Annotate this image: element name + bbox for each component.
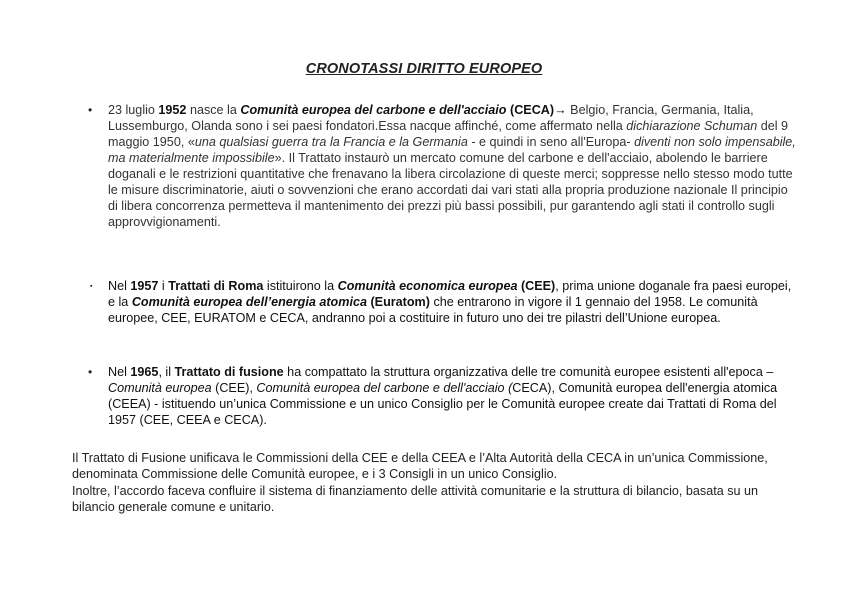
year-1965: 1965 <box>130 365 159 379</box>
euratom-name: Comunità europea dell’energia atomica <box>131 295 367 309</box>
ceca-name: Comunità europea del carbone e dell'acciaio <box>240 103 507 117</box>
quote-1: una qualsiasi guerra tra la Francia e la Germania <box>194 135 468 149</box>
treaties-of-rome: Trattati di Roma <box>168 279 264 293</box>
year-1952: 1952 <box>158 103 187 117</box>
text: ha compattato la struttura organizzativa delle tre comunità europee esistenti all'epoca – <box>283 365 774 379</box>
text: nasce la <box>186 103 241 117</box>
ceca-acronym: (CECA) <box>510 103 555 117</box>
cee-acronym: (CEE) <box>520 279 556 293</box>
schuman-declaration: dichiarazione Schuman <box>626 119 758 133</box>
cee-name: Comunità economica europea <box>337 279 518 293</box>
text: ». Il Trattato instaurò un mercato comune del carbone e dell'acciaio, abolendo le barriere doganali e le restrizioni quantitative che frenavano la libera circolazione di queste merci; soppresse nello stesso modo tutte le misure discriminatorie, aiuti o sovvenzioni che erano accordati dai vari stati alla propria produzione nazionale Il principio di libera concorrenza permetteva il mantenimento dei prezzi più bassi possibili, pur garantendo agli stati il controllo sugli approvvigionamenti. <box>108 151 793 229</box>
closing-line-1: Il Trattato di Fusione unificava le Commissioni della CEE e della CEEA e l’Alta Autorità della CECA in un’unica Commissione, denominata Commissione delle Comunità europee, e i 3 Consigli in un unico Consiglio. <box>72 451 768 482</box>
text: Belgio, Francia, Germania, Italia, Lussemburgo, Olanda sono i sei paesi fondatori.Essa nacque affinché, come affermato nella <box>108 103 754 133</box>
bullet-2: ▪ <box>90 283 93 290</box>
quote-2: diventi non solo impensabile, ma materialmente impossibile <box>108 135 796 165</box>
merger-treaty: Trattato di fusione <box>174 365 284 379</box>
year-1957: 1957 <box>130 279 159 293</box>
comunita-europea: Comunità europea <box>108 381 212 395</box>
text: istituirono la <box>263 279 338 293</box>
text: , il <box>158 365 175 379</box>
text: CECA), Comunità europea dell'energia atomica (CEEA) - istituendo un’unica Commissione e un unico Consiglio per le Comunità europee create dai Trattati di Roma del 1957 (CEE, CEEA e CECA). <box>108 381 778 427</box>
arrow-icon: → <box>554 103 567 117</box>
closing-line-2: Inoltre, l’accordo faceva confluire il sistema di finanziamento delle attività comunitarie e la struttura di bilancio, basata su un bilancio generale comune e unitario. <box>72 483 759 514</box>
list-item-1952 <box>108 102 798 230</box>
text: che entrarono in vigore il 1 gennaio del 1958. Le comunità europee, CEE, EURATOM e CECA, andranno poi a costituire in futuro uno dei tre pilastri dell’Unione europea. <box>108 295 758 325</box>
ceca-italic: Comunità europea del carbone e dell'acciaio <box>256 381 505 395</box>
text: Nel <box>108 365 131 379</box>
text: 23 luglio <box>108 103 159 117</box>
text: , prima unione doganale fra paesi europei, e la <box>108 279 792 309</box>
bullet-1: • <box>88 103 93 117</box>
paren-italic: ( <box>508 381 513 395</box>
text: (CEE), <box>211 381 257 395</box>
list-item-1965 <box>108 364 798 428</box>
euratom-acronym: (Euratom) <box>370 295 430 309</box>
bullet-3: • <box>88 365 93 379</box>
text: - e quindi in seno all'Europa- <box>467 135 635 149</box>
text: del 9 maggio 1950, « <box>108 119 789 149</box>
page-title: CRONOTASSI DIRITTO EUROPEO <box>305 61 543 77</box>
text: i <box>158 279 169 293</box>
text: Nel <box>108 279 131 293</box>
closing-paragraph <box>72 450 792 515</box>
list-item-1957 <box>108 278 798 326</box>
